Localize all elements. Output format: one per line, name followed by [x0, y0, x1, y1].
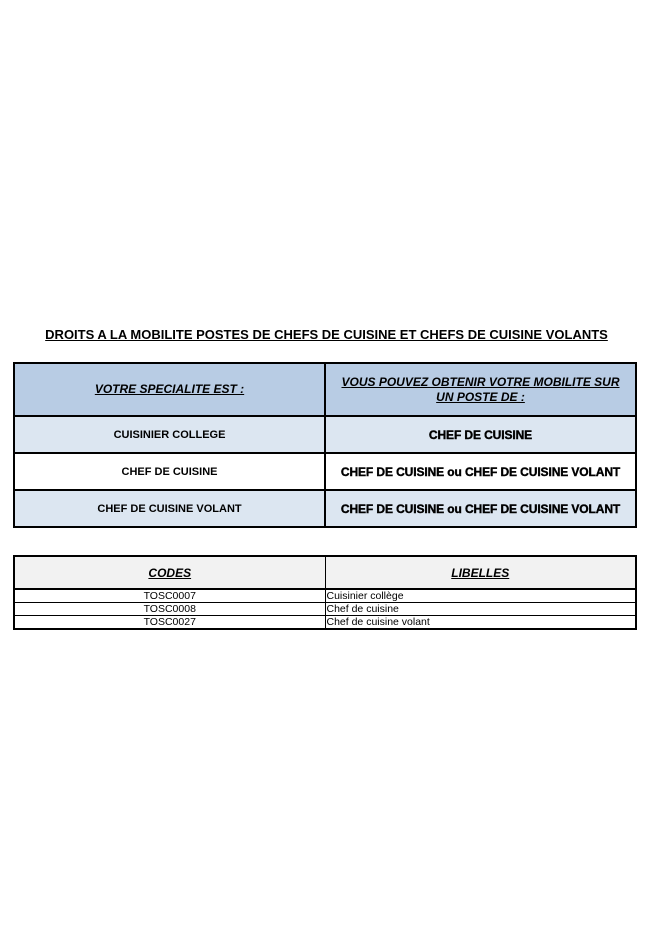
- table-row: [14, 416, 636, 453]
- specialty-cell: CUISINIER COLLEGE: [14, 416, 325, 453]
- mobility-rights-table: [13, 362, 637, 528]
- codes-table: [13, 555, 637, 630]
- code-cell: TOSC0027: [14, 616, 325, 630]
- table-row: [14, 453, 636, 490]
- specialty-column-header: [14, 363, 325, 416]
- mobility-cell: CHEF DE CUISINE: [325, 416, 636, 453]
- mobility-table-header-row: [14, 363, 636, 416]
- table-row: [14, 589, 636, 603]
- document-title: DROITS A LA MOBILITE POSTES DE CHEFS DE CUISINE ET CHEFS DE CUISINE VOLANTS: [45, 327, 608, 342]
- specialty-header-text: VOTRE SPECIALITE EST :: [94, 382, 245, 396]
- label-cell: Cuisinier collège: [325, 589, 636, 603]
- codes-table-header-row: [14, 556, 636, 589]
- mobility-column-header: [325, 363, 636, 416]
- mobility-header-line-2: UN POSTE DE :: [436, 389, 525, 404]
- specialty-cell: CHEF DE CUISINE: [14, 453, 325, 490]
- mobility-header-line-1: VOUS POUVEZ OBTENIR VOTRE MOBILITE SUR: [341, 374, 620, 389]
- labels-column-header: LIBELLES: [325, 556, 636, 589]
- code-cell: TOSC0007: [14, 589, 325, 603]
- specialty-cell: CHEF DE CUISINE VOLANT: [14, 490, 325, 527]
- table-row: [14, 616, 636, 630]
- codes-column-header: CODES: [14, 556, 325, 589]
- mobility-cell: CHEF DE CUISINE ou CHEF DE CUISINE VOLANT: [325, 453, 636, 490]
- table-row: [14, 490, 636, 527]
- label-cell: Chef de cuisine volant: [325, 616, 636, 630]
- mobility-cell: CHEF DE CUISINE ou CHEF DE CUISINE VOLANT: [325, 490, 636, 527]
- table-row: [14, 603, 636, 616]
- label-cell: Chef de cuisine: [325, 603, 636, 616]
- code-cell: TOSC0008: [14, 603, 325, 616]
